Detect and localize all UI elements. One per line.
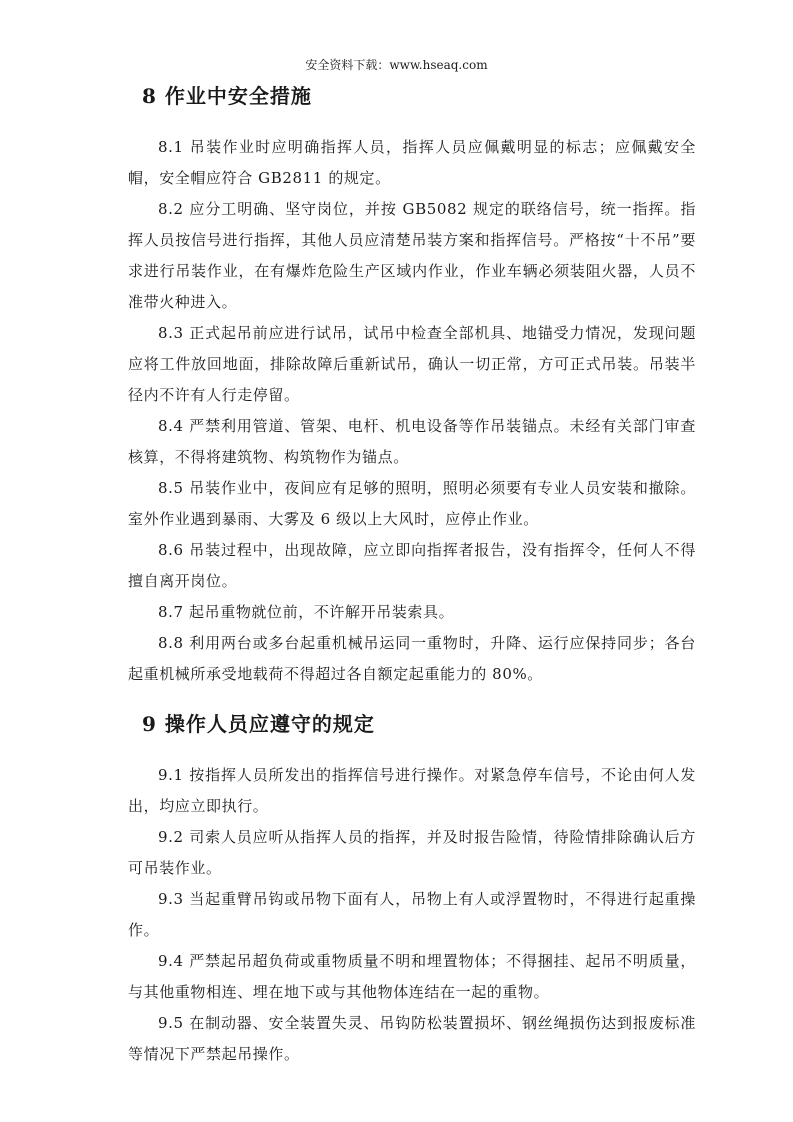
clause-9-4: 9.4 严禁起吊超负荷或重物质量不明和埋置物体；不得捆挂、起吊不明质量，与其他重物相连、埋在地下或与其他物体连结在一起的重物。 (128, 952, 696, 1001)
clause-9-1: 9.1 按指挥人员所发出的指挥信号进行操作。对紧急停车信号，不论由何人发出，均应立即执行。 (128, 766, 696, 815)
page-header: 安全资料下载：www.hseaq.com (305, 58, 488, 72)
clause-9-2: 9.2 司索人员应听从指挥人员的指挥，并及时报告险情，待险情排除确认后方可吊装作业。 (128, 828, 696, 877)
clause-8-5: 8.5 吊装作业中，夜间应有足够的照明，照明必须要有专业人员安装和撤除。室外作业遇到暴雨、大雾及 6 级以上大风时，应停止作业。 (128, 479, 696, 528)
clause-8-1: 8.1 吊装作业时应明确指挥人员，指挥人员应佩戴明显的标志；应佩戴安全帽，安全帽应符合 GB2811 的规定。 (128, 138, 696, 187)
clause-8-6: 8.6 吊装过程中，出现故障，应立即向指挥者报告，没有指挥令，任何人不得擅自离开岗位。 (128, 541, 696, 590)
clause-9-5: 9.5 在制动器、安全装置失灵、吊钩防松装置损坏、钢丝绳损伤达到报废标准等情况下严禁起吊操作。 (128, 1014, 696, 1063)
clause-8-7: 8.7 起吊重物就位前，不许解开吊装索具。 (158, 603, 455, 621)
clause-9-3: 9.3 当起重臂吊钩或吊物下面有人，吊物上有人或浮置物时，不得进行起重操作。 (128, 890, 696, 939)
clause-8-8: 8.8 利用两台或多台起重机械吊运同一重物时，升降、运行应保持同步；各台起重机械所承受地载荷不得超过各自额定起重能力的 80%。 (128, 634, 696, 683)
clause-8-2: 8.2 应分工明确、坚守岗位，并按 GB5082 规定的联络信号，统一指挥。指挥人员按信号进行指挥，其他人员应清楚吊装方案和指挥信号。严格按“十不吊”要求进行吊装作业，在有爆炸危险生产区域内作业，作业车辆必须装阻火器，人员不准带火种进入。 (128, 200, 696, 311)
clause-8-3: 8.3 正式起吊前应进行试吊，试吊中检查全部机具、地锚受力情况，发现问题应将工件放回地面，排除故障后重新试吊，确认一切正常，方可正式吊装。吊装半径内不许有人行走停留。 (128, 324, 696, 404)
section-8-title: 8 作业中安全措施 (142, 84, 312, 108)
clause-8-4: 8.4 严禁利用管道、管架、电杆、机电设备等作吊装锚点。未经有关部门审查核算，不得将建筑物、构筑物作为锚点。 (128, 417, 696, 466)
section-9-title: 9 操作人员应遵守的规定 (142, 712, 375, 736)
document-body (128, 82, 696, 1070)
